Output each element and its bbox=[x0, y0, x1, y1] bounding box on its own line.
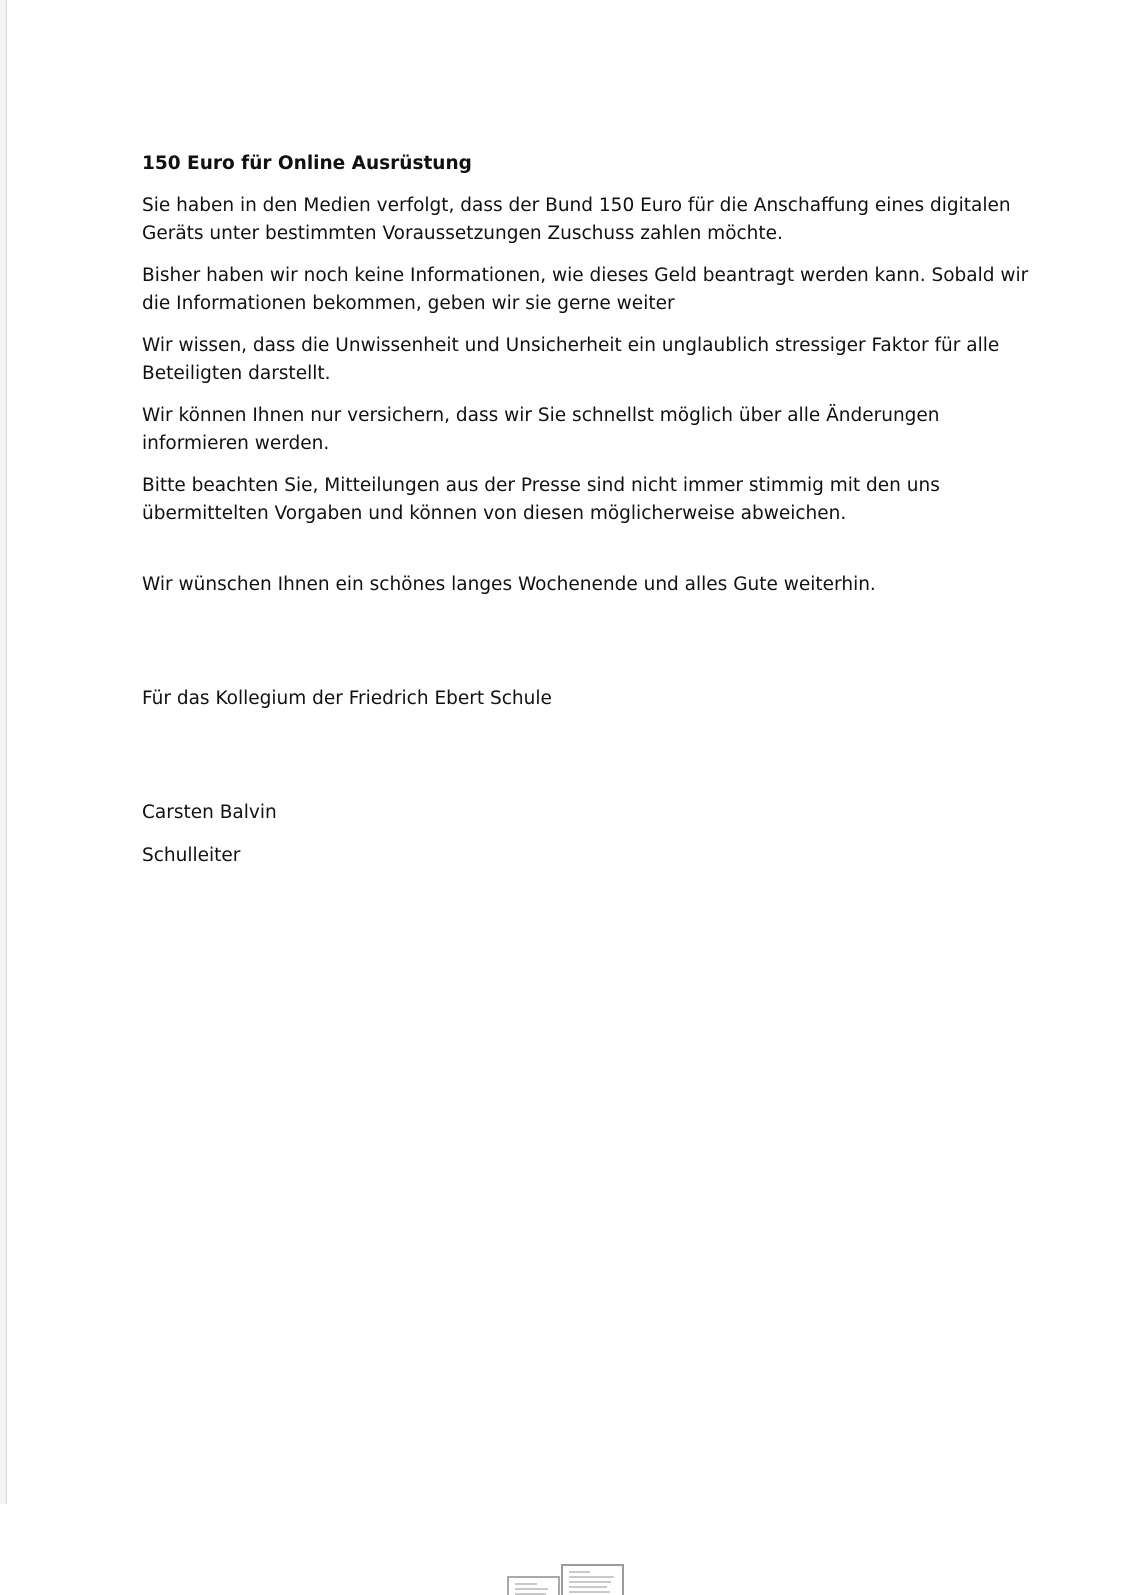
paragraph-5: Bitte beachten Sie, Mitteilungen aus der Presse sind nicht immer stimmig mit den uns übermittelten Vorgaben und können von diesen möglicherweise abweichen. bbox=[142, 475, 940, 524]
paragraph-4: Wir können Ihnen nur versichern, dass wir Sie schnellst möglich über alle Änderungen informieren werden. bbox=[142, 405, 940, 454]
spacer bbox=[142, 713, 1042, 799]
paragraph-2: Bisher haben wir noch keine Informationen, wie dieses Geld beantragt werden kann. Sobald wir die Informationen bekommen, geben wir sie gerne weiter bbox=[142, 265, 1029, 314]
letter-body bbox=[142, 150, 1042, 870]
paragraph-1: Sie haben in den Medien verfolgt, dass der Bund 150 Euro für die Anschaffung eines digitalen Geräts unter bestimmten Voraussetzungen Zuschuss zahlen möchte. bbox=[142, 195, 1011, 244]
closing-line: Wir wünschen Ihnen ein schönes langes Wochenende und alles Gute weiterhin. bbox=[142, 574, 876, 595]
spacer bbox=[142, 528, 1042, 571]
signature-name: Carsten Balvin bbox=[142, 802, 277, 823]
thumbnail-text-line bbox=[569, 1571, 590, 1573]
thumbnail-text-line bbox=[515, 1583, 537, 1585]
paragraph-3: Wir wissen, dass die Unwissenheit und Unsicherheit ein unglaublich stressiger Faktor für alle Beteiligten darstellt. bbox=[142, 335, 1000, 384]
letter-title: 150 Euro für Online Ausrüstung bbox=[142, 153, 472, 174]
page-thumbnail-1[interactable] bbox=[507, 1576, 560, 1595]
thumbnail-text-line bbox=[515, 1588, 548, 1590]
page-thumbnail-strip bbox=[0, 1504, 1125, 1595]
spacer bbox=[142, 599, 1042, 685]
thumbnail-text-line bbox=[569, 1581, 611, 1583]
page-thumbnail-2[interactable] bbox=[561, 1564, 624, 1595]
document-page bbox=[6, 0, 1125, 1504]
signature-title: Schulleiter bbox=[142, 845, 241, 866]
thumbnail-text-line bbox=[569, 1586, 607, 1588]
thumbnail-text-line bbox=[569, 1576, 614, 1578]
on-behalf-line: Für das Kollegium der Friedrich Ebert Schule bbox=[142, 688, 552, 709]
thumbnail-text-line bbox=[569, 1591, 610, 1593]
